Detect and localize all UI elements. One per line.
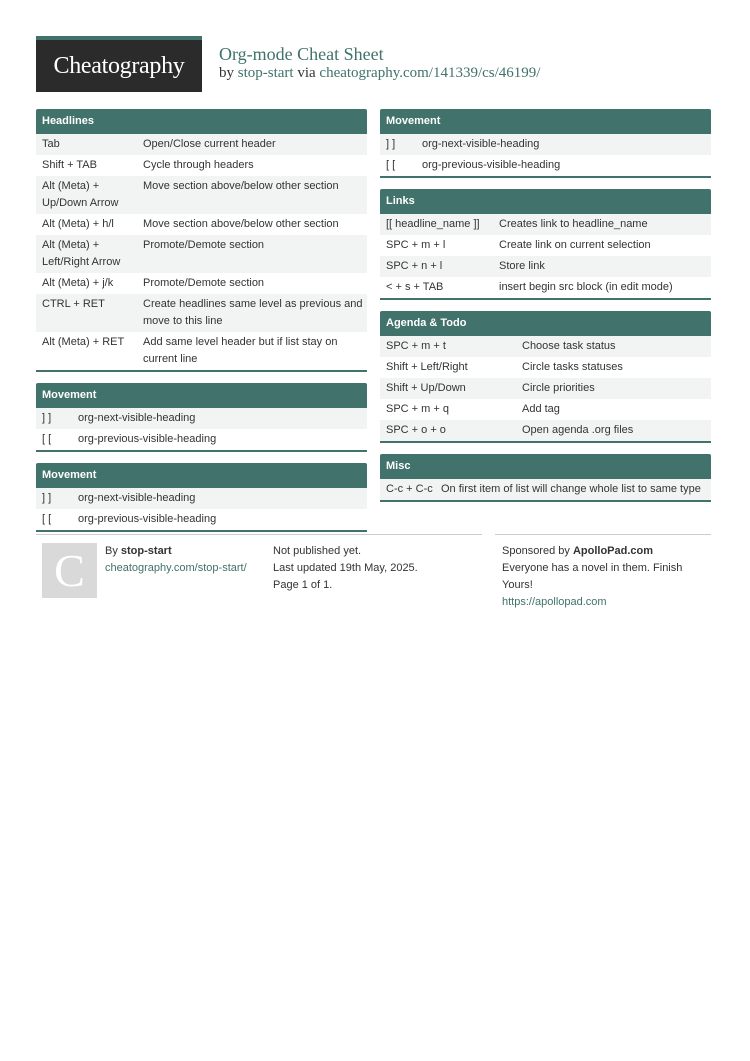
shortcut-description: Creates link to headline_name xyxy=(499,218,648,230)
table-row xyxy=(380,235,711,256)
table-row xyxy=(380,378,711,399)
shortcut-key: SPC + m + t xyxy=(386,340,446,352)
byline-by: by xyxy=(219,65,234,81)
sponsor-text: Everyone has a novel in them. Finish Yours! xyxy=(502,562,683,591)
table-row xyxy=(380,479,711,500)
table-row xyxy=(36,332,367,370)
shortcut-description: Cycle through headers xyxy=(143,159,254,171)
footer-status xyxy=(266,534,482,594)
footer-author xyxy=(36,534,271,614)
shortcut-key: Shift + Up/Down xyxy=(386,382,466,394)
cheatography-logo[interactable] xyxy=(36,36,202,92)
shortcut-key: [ [ xyxy=(386,159,396,171)
section-title: Movement xyxy=(36,463,367,488)
byline-via: via xyxy=(297,65,316,81)
section-title: Headlines xyxy=(36,109,367,134)
table-row xyxy=(380,277,711,298)
sponsor-link[interactable]: https://apollopad.com xyxy=(502,596,607,608)
table-row xyxy=(380,357,711,378)
footer xyxy=(36,534,711,614)
table-row xyxy=(380,420,711,441)
section-title: Misc xyxy=(380,454,711,479)
table-row xyxy=(380,336,711,357)
byline xyxy=(219,65,540,82)
shortcut-key: Shift + Left/Right xyxy=(386,361,468,373)
section-title: Movement xyxy=(36,383,367,408)
section-movement xyxy=(380,109,711,178)
shortcut-key: Tab xyxy=(42,138,60,150)
shortcut-description: Add same level header but if list stay on current line xyxy=(143,336,338,365)
shortcut-description: Move section above/below other section xyxy=(143,180,339,192)
section-links xyxy=(380,189,711,300)
shortcut-key: CTRL + RET xyxy=(42,298,105,310)
footer-by: By xyxy=(105,545,118,557)
shortcut-description: Promote/Demote section xyxy=(143,277,265,289)
table-row xyxy=(36,214,367,235)
shortcut-key: Alt (Meta) + j/k xyxy=(42,277,114,289)
shortcut-description: org-previous-visible-heading xyxy=(78,513,217,525)
shortcut-description: org-previous-visible-heading xyxy=(78,433,217,445)
shortcut-key: SPC + m + q xyxy=(386,403,449,415)
right-column xyxy=(380,109,711,513)
shortcut-key: ] ] xyxy=(42,412,52,424)
shortcut-key: [[ headline_name ]] xyxy=(386,218,480,230)
shortcut-description: Add tag xyxy=(522,403,560,415)
section-headlines xyxy=(36,109,367,372)
table-row xyxy=(380,399,711,420)
left-column xyxy=(36,109,367,543)
shortcut-description: Store link xyxy=(499,260,545,272)
logo-text: Cheatography xyxy=(53,52,185,79)
last-updated: Last updated 19th May, 2025. xyxy=(273,562,418,574)
shortcut-description: org-next-visible-heading xyxy=(78,492,196,504)
table-row xyxy=(36,273,367,294)
shortcut-description: org-next-visible-heading xyxy=(422,138,540,150)
page-number: Page 1 of 1. xyxy=(273,579,333,591)
shortcut-description: org-previous-visible-heading xyxy=(422,159,561,171)
shortcut-description: Circle priorities xyxy=(522,382,595,394)
table-row xyxy=(380,134,711,155)
shortcut-key: SPC + o + o xyxy=(386,424,446,436)
shortcut-description: On first item of list will change whole list to same type xyxy=(441,483,701,495)
section-agenda-todo xyxy=(380,311,711,443)
table-row xyxy=(36,408,367,429)
table-row xyxy=(380,155,711,176)
author-link[interactable]: stop-start xyxy=(237,65,294,81)
footer-author-name[interactable]: stop-start xyxy=(120,545,172,557)
sheet-url-link[interactable]: cheatography.com/141339/cs/46199/ xyxy=(319,65,541,81)
shortcut-key: SPC + n + l xyxy=(386,260,443,272)
page-title: Org-mode Cheat Sheet xyxy=(219,44,384,64)
shortcut-key: Shift + TAB xyxy=(42,159,97,171)
table-row xyxy=(36,155,367,176)
section-movement xyxy=(36,383,367,452)
table-row xyxy=(36,509,367,530)
shortcut-key: [ [ xyxy=(42,433,52,445)
section-title: Agenda & Todo xyxy=(380,311,711,336)
table-row xyxy=(36,176,367,214)
section-movement xyxy=(36,463,367,532)
table-row xyxy=(36,134,367,155)
shortcut-description: insert begin src block (in edit mode) xyxy=(499,281,673,293)
shortcut-key: Alt (Meta) + Left/Right Arrow xyxy=(42,239,121,268)
table-row xyxy=(36,294,367,332)
sponsor-name[interactable]: ApolloPad.com xyxy=(572,545,654,557)
shortcut-description: org-next-visible-heading xyxy=(78,412,196,424)
sponsored-by: Sponsored by xyxy=(502,545,570,557)
shortcut-key: ] ] xyxy=(386,138,396,150)
author-profile-link[interactable]: cheatography.com/stop-start/ xyxy=(105,562,247,574)
shortcut-key: Alt (Meta) + RET xyxy=(42,336,125,348)
shortcut-description: Circle tasks statuses xyxy=(522,361,623,373)
section-misc xyxy=(380,454,711,502)
shortcut-description: Promote/Demote section xyxy=(143,239,265,251)
shortcut-key: C-c + C-c xyxy=(386,483,433,495)
shortcut-key: [ [ xyxy=(42,513,52,525)
table-row xyxy=(36,488,367,509)
table-row xyxy=(380,256,711,277)
shortcut-key: < + s + TAB xyxy=(386,281,444,293)
shortcut-description: Open agenda .org files xyxy=(522,424,634,436)
author-avatar: C xyxy=(42,543,97,598)
footer-sponsor xyxy=(495,534,711,611)
table-row xyxy=(36,235,367,273)
shortcut-key: Alt (Meta) + Up/Down Arrow xyxy=(42,180,119,209)
shortcut-description: Open/Close current header xyxy=(143,138,276,150)
table-row xyxy=(380,214,711,235)
table-row xyxy=(36,429,367,450)
section-title: Links xyxy=(380,189,711,214)
shortcut-description: Create headlines same level as previous and move to this line xyxy=(143,298,363,327)
shortcut-key: Alt (Meta) + h/l xyxy=(42,218,114,230)
shortcut-key: SPC + m + l xyxy=(386,239,446,251)
shortcut-key: ] ] xyxy=(42,492,52,504)
shortcut-description: Choose task status xyxy=(522,340,616,352)
shortcut-description: Move section above/below other section xyxy=(143,218,339,230)
shortcut-description: Create link on current selection xyxy=(499,239,651,251)
published-status: Not published yet. xyxy=(273,545,362,557)
section-title: Movement xyxy=(380,109,711,134)
